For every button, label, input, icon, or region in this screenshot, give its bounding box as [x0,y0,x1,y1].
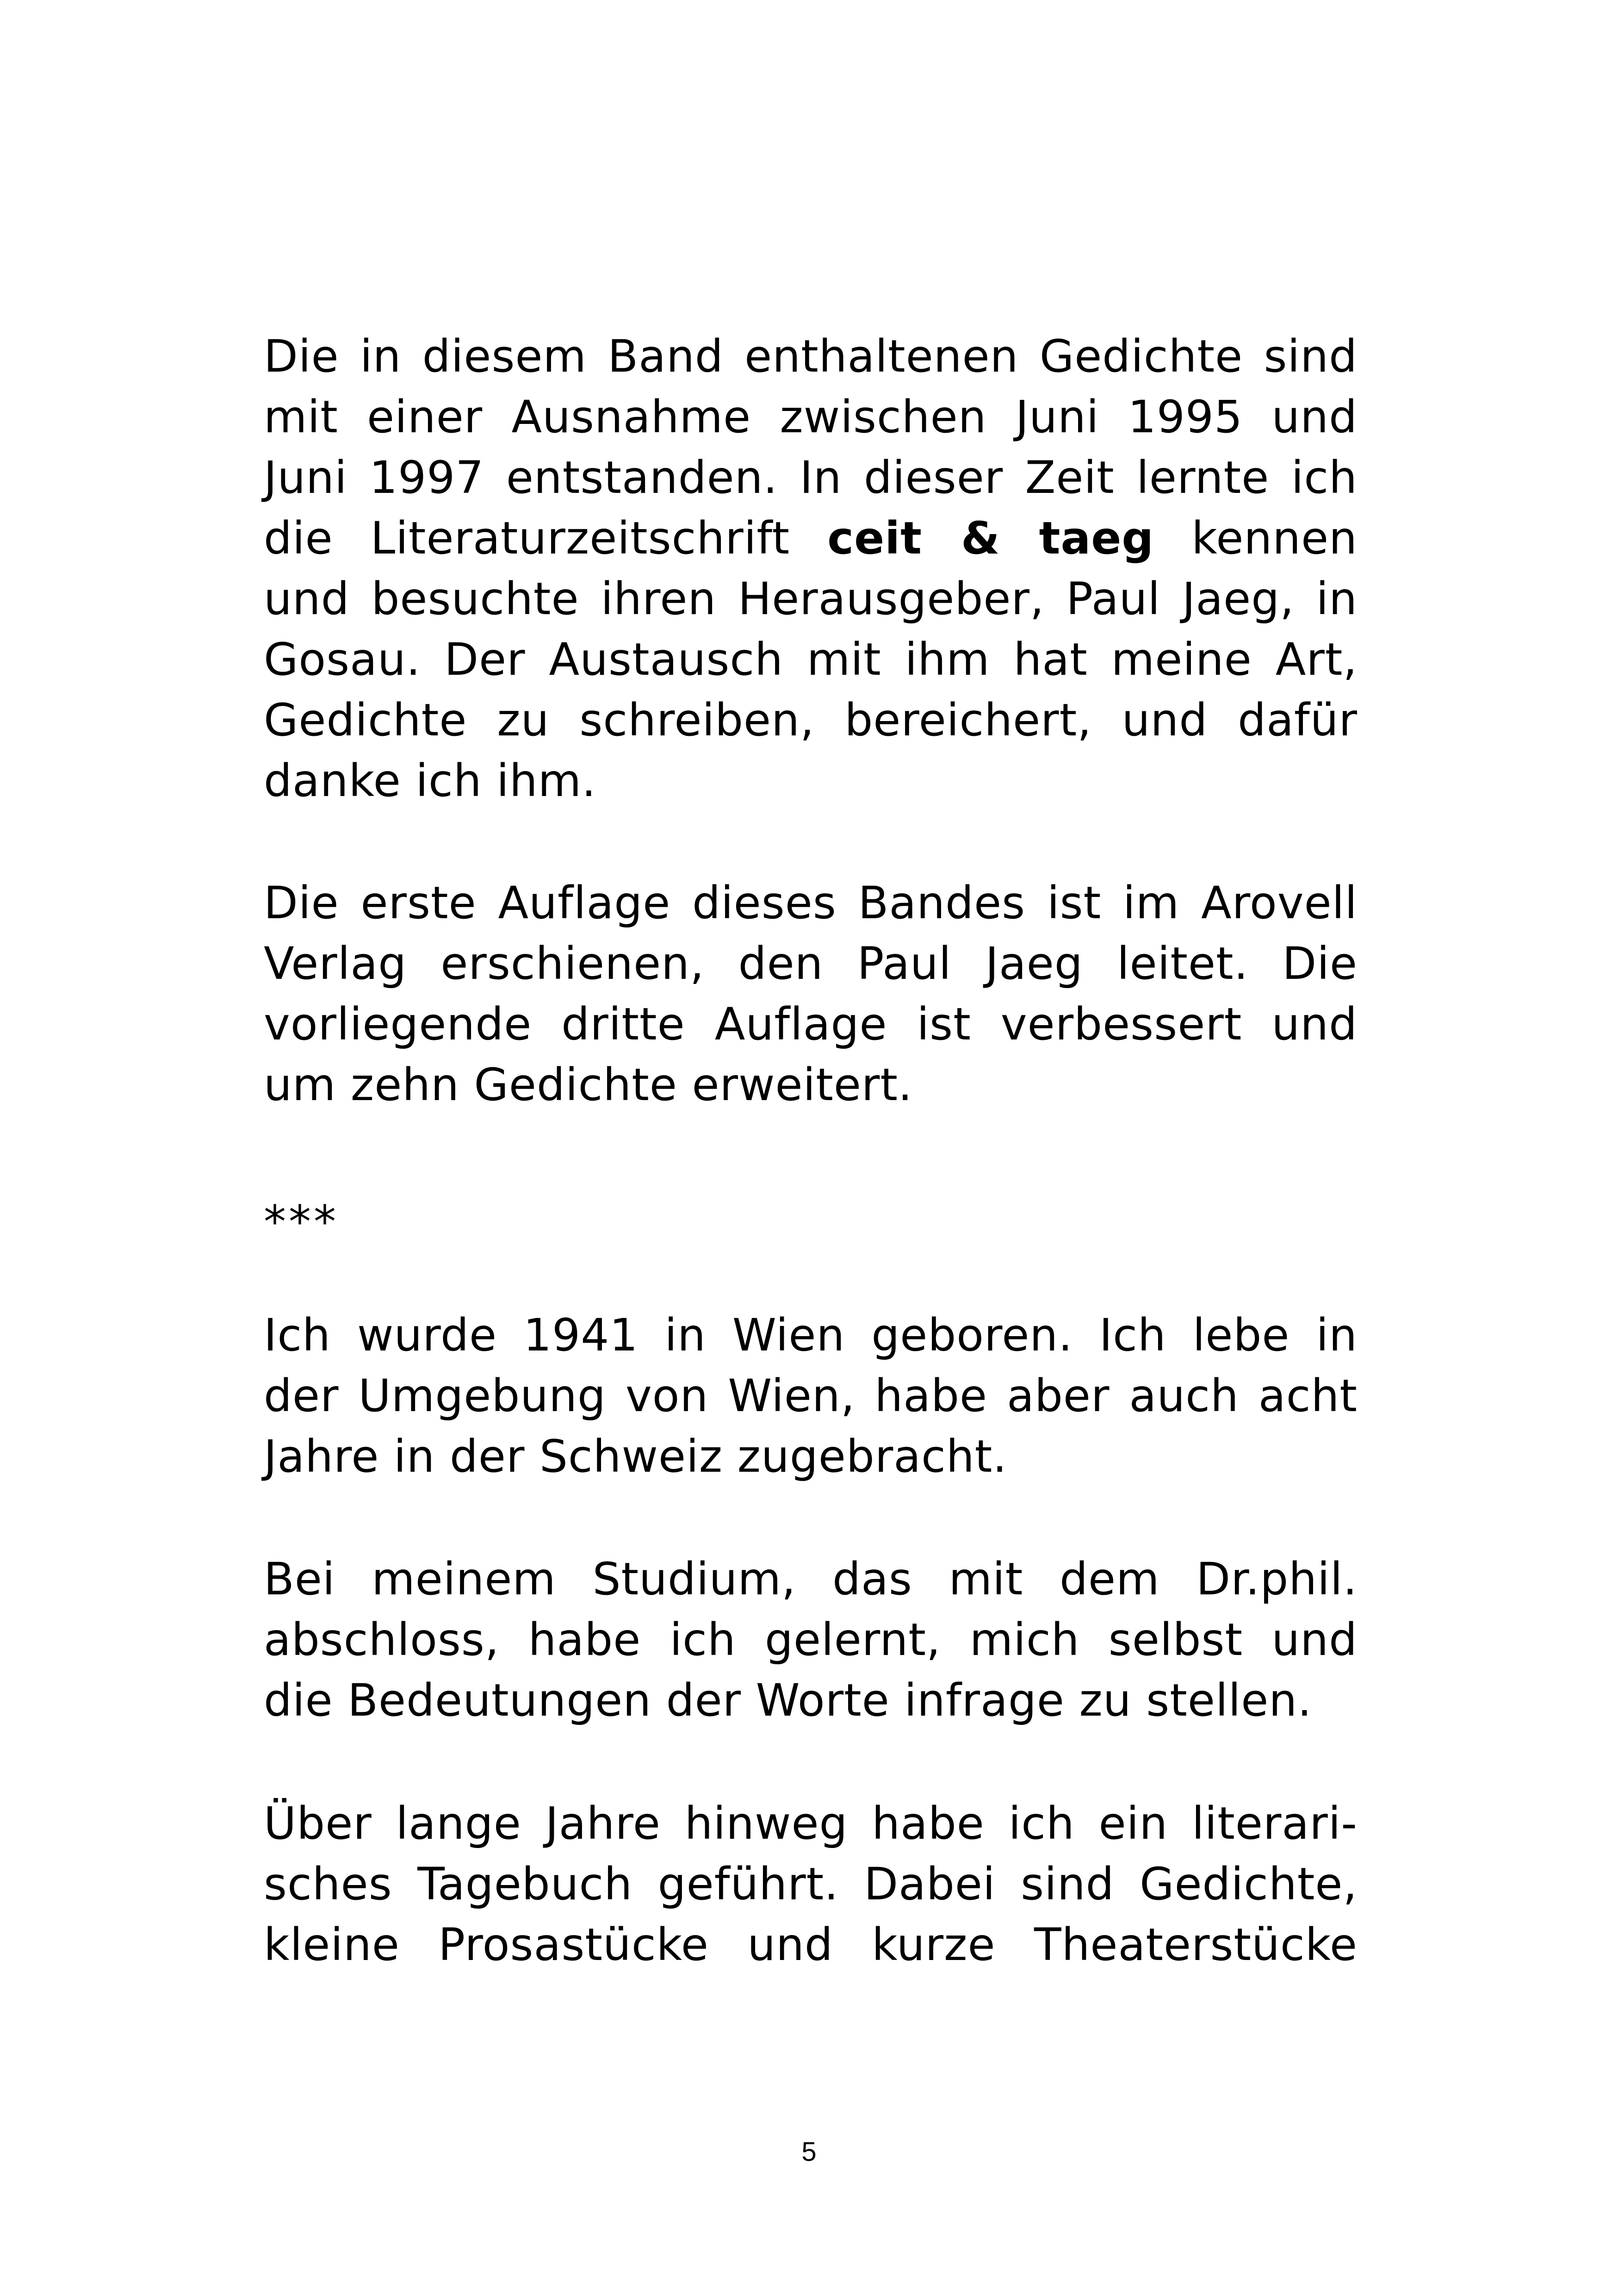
text-line: und besuchte ihren Herausgeber, Paul Jaeg, in [264,573,1358,625]
text-line: Gosau. Der Austausch mit ihm hat meine Art, [264,634,1358,685]
paragraph-2 [264,873,1358,1115]
text-line: vorliegende dritte Auflage ist verbessert und [264,998,1358,1050]
page-number: 5 [801,2137,817,2167]
text-line: sches Tagebuch geführt. Dabei sind Gedichte, [264,1858,1358,1910]
text-line: Ich wurde 1941 in Wien geboren. Ich lebe in [264,1309,1358,1361]
paragraph-5 [264,1793,1358,1975]
text-line-with-journal-title [264,508,1358,569]
text-line: kleine Prosastücke und kurze Theaterstücke [264,1919,1358,1971]
paragraph-1 [264,326,1358,811]
text-line: Jahre in der Schweiz zugebracht. [264,1431,1007,1482]
text-fragment: kennen [1154,512,1358,564]
paragraph-3 [264,1305,1358,1487]
text-line: abschloss, habe ich gelernt, mich selbst und [264,1614,1358,1666]
text-line: mit einer Ausnahme zwischen Juni 1995 und [264,391,1358,443]
text-line: Gedichte zu schreiben, bereichert, und dafür [264,694,1358,746]
text-line: die Bedeutungen der Worte infrage zu stellen. [264,1674,1312,1726]
text-line: danke ich ihm. [264,755,596,807]
journal-title: ceit & taeg [827,512,1154,564]
text-line: Bei meinem Studium, das mit dem Dr.phil. [264,1553,1358,1605]
text-line: um zehn Gedichte erweitert. [264,1059,913,1111]
text-line: Verlag erschienen, den Paul Jaeg leitet. Die [264,938,1358,989]
text-line: Juni 1997 entstanden. In dieser Zeit lernte ich [264,452,1358,504]
text-line: Über lange Jahre hinweg habe ich ein literari- [264,1798,1358,1849]
text-fragment: die Literaturzeitschrift [264,512,828,564]
paragraph-4 [264,1549,1358,1731]
text-line: Die in diesem Band enthaltenen Gedichte sind [264,330,1358,382]
text-line: der Umgebung von Wien, habe aber auch acht [264,1370,1358,1422]
text-line: Die erste Auflage dieses Bandes ist im Arovell [264,877,1358,929]
section-separator: *** [264,1196,339,1248]
